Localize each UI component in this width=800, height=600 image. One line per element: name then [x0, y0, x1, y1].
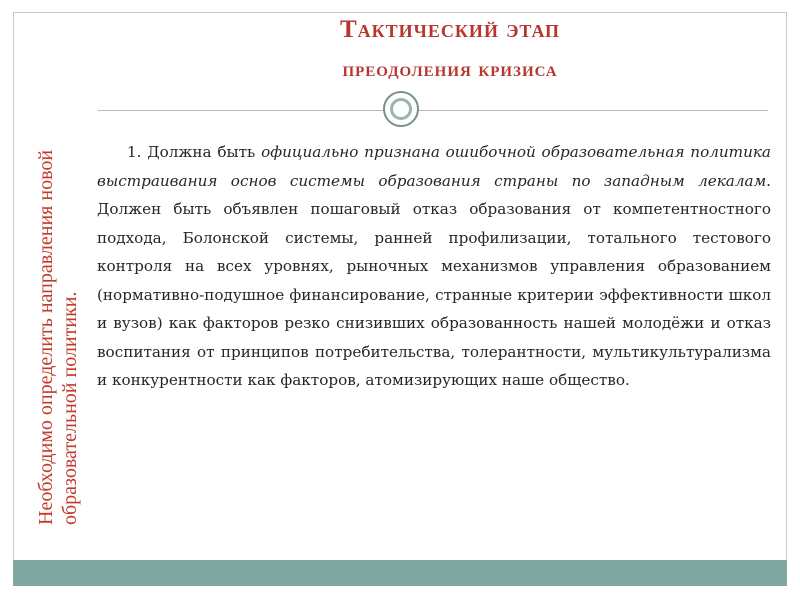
body-prefix: 1. Должна быть — [127, 143, 262, 161]
body-rest: . Должен быть объявлен пошаговый отказ образования от компетентностного подхода, Болонской системы, ранней профилизации, тотального тестового контроля на всех уровнях, рыночных механизмов управления образованием (нормативно-подушное финансирование, странные критерии эффективности школ и вузов) как факторов резко снизивших образованность нашей молодёжи и отказ воспитания от принципов потребительства, толерантности, мультикультурализма и конкурентности как факторов, атомизирующих наше общество. — [97, 171, 771, 389]
body-italic-text: официально признана ошибочной образовательная политика выстраивания основ системы образования страны по западным лекалам — [97, 143, 771, 190]
title-divider — [98, 110, 768, 111]
body-paragraph — [97, 138, 771, 395]
side-caption: Необходимо определить направления новой образовательной политики. — [35, 149, 81, 525]
circle-ornament-icon — [383, 91, 419, 127]
title-line-2: преодоления кризиса — [342, 56, 558, 81]
footer-band — [13, 560, 787, 586]
title-line-1: Тактический этап — [339, 16, 561, 43]
slide-title — [240, 14, 660, 86]
